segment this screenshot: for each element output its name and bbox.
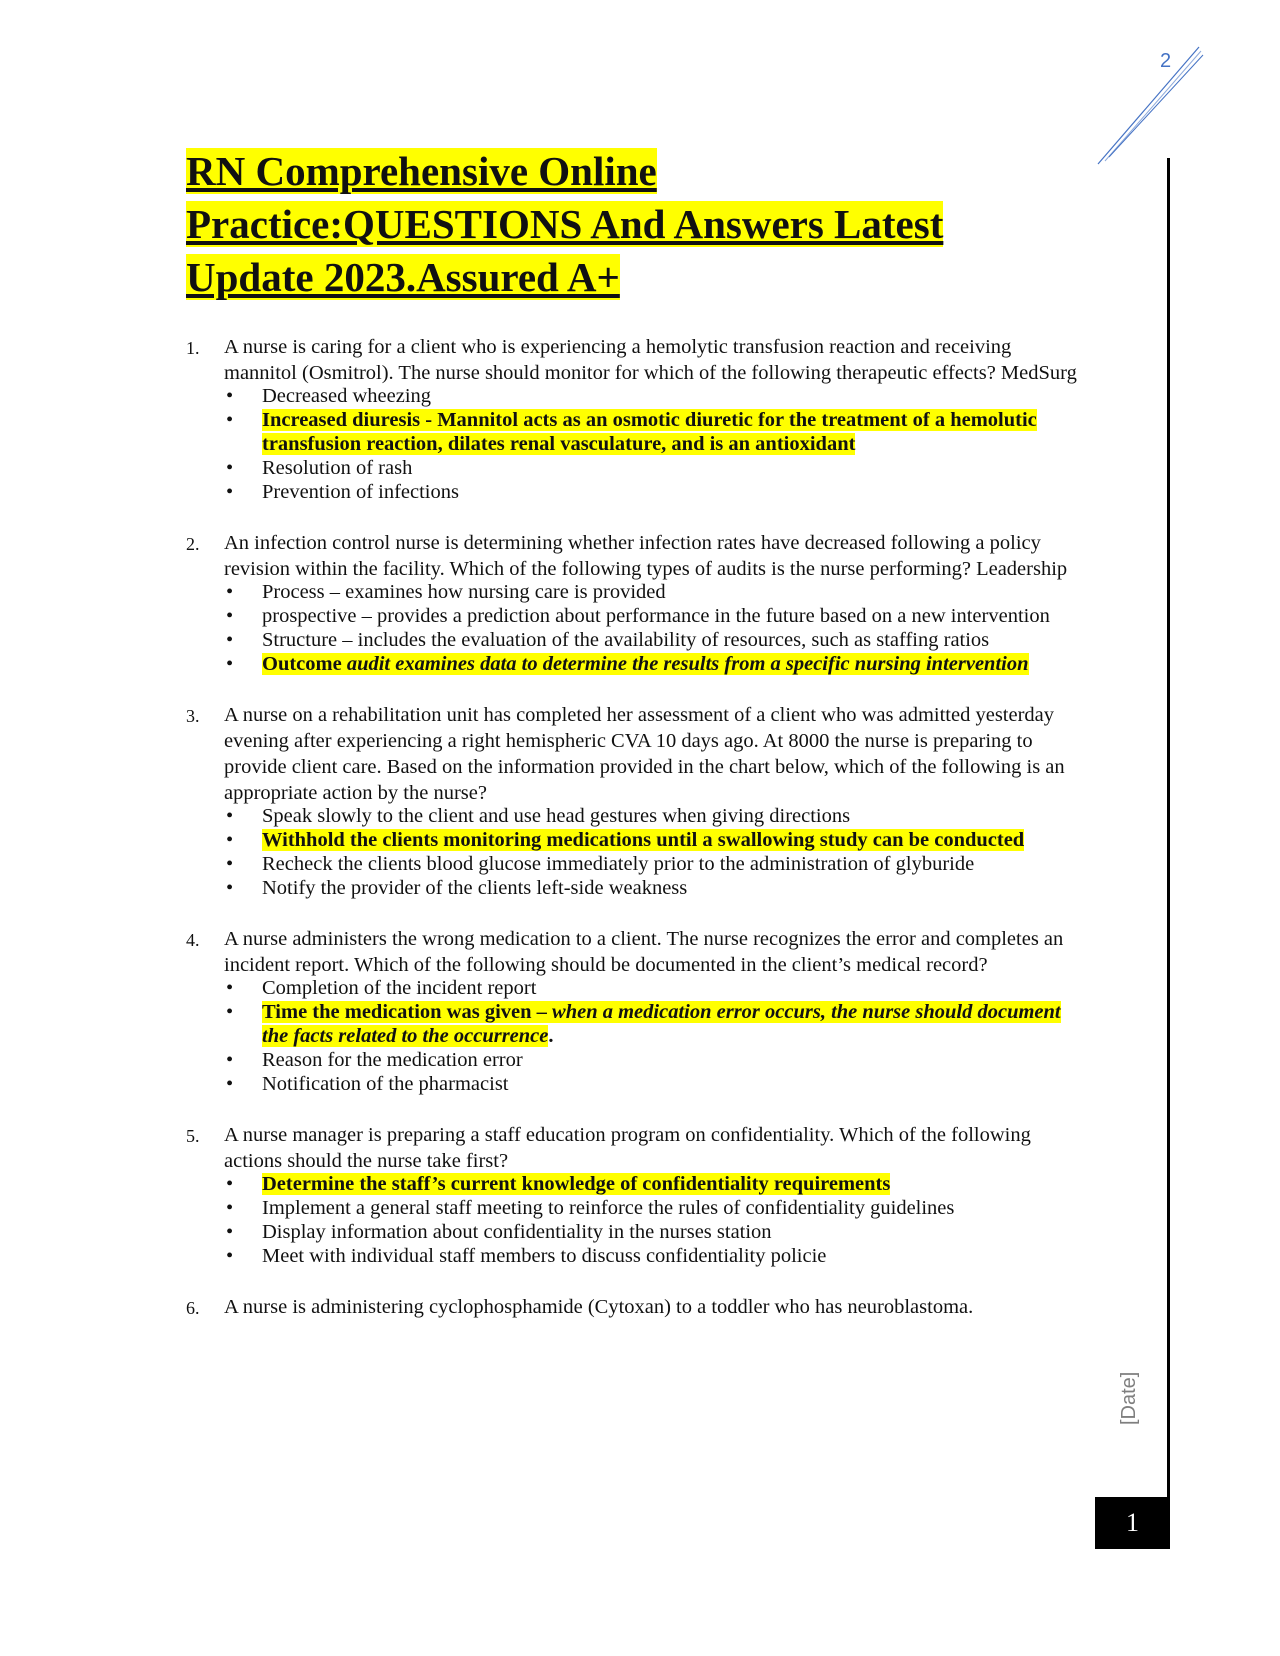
answer-options [186, 976, 1086, 1096]
option-text: Structure – includes the evaluation of the availability of resources, such as staffing ratios [262, 629, 990, 651]
option-text: Decreased wheezing [262, 385, 432, 407]
question-5 [186, 1122, 1086, 1268]
title-line-2: Practice:QUESTIONS And Answers Latest [186, 201, 944, 247]
title-line-1: RN Comprehensive Online [186, 148, 657, 194]
bullet-icon: • [226, 605, 234, 627]
bullet-icon: • [226, 805, 234, 827]
option-text: Notification of the pharmacist [262, 1073, 509, 1095]
question-number: 1. [186, 338, 200, 358]
answer-option [224, 628, 1086, 652]
question-text: A nurse administers the wrong medication to a client. The nurse recognizes the error and completes an incident report. Which of the following should be documented in the client’s medical record? [224, 928, 1064, 976]
option-text: Withhold the clients monitoring medications until a swallowing study can be conducted [262, 829, 1025, 851]
bullet-icon: • [226, 409, 234, 431]
answer-option [224, 852, 1086, 876]
page-number-box: 1 [1095, 1497, 1170, 1549]
option-text: Increased diuresis - Mannitol acts as an osmotic diuretic for the treatment of a hemolutic transfusion reaction, dilates renal vasculature, and is an antioxidant [262, 409, 1037, 455]
right-margin-rule [1167, 158, 1170, 1508]
option-text: Notify the provider of the clients left-side weakness [262, 877, 688, 899]
bullet-icon: • [226, 1073, 234, 1095]
correct-answer-option [224, 828, 1086, 852]
bullet-icon: • [226, 1001, 234, 1023]
answer-option [224, 384, 1086, 408]
answer-option [224, 580, 1086, 604]
answer-options [186, 1172, 1086, 1268]
answer-option [224, 1196, 1086, 1220]
answer-option [224, 1220, 1086, 1244]
answer-option [224, 1244, 1086, 1268]
option-text: Implement a general staff meeting to reinforce the rules of confidentiality guidelines [262, 1197, 955, 1219]
answer-option [224, 876, 1086, 900]
question-text: A nurse is caring for a client who is experiencing a hemolytic transfusion reaction and receiving mannitol (Osmitrol). The nurse should monitor for which of the following therapeutic effects? MedSurg [224, 336, 1077, 384]
option-text: Completion of the incident report [262, 977, 537, 999]
answer-option [224, 1048, 1086, 1072]
bullet-icon: • [226, 853, 234, 875]
option-text: Determine the staff’s current knowledge of confidentiality requirements [262, 1173, 891, 1195]
correct-answer-option [224, 652, 1086, 676]
question-text: An infection control nurse is determining whether infection rates have decreased following a policy revision within the facility. Which of the following types of audits is the nurse performing? Leadership [224, 532, 1068, 580]
option-text: prospective – provides a prediction about performance in the future based on a new intervention [262, 605, 1050, 627]
option-text: Display information about confidentiality in the nurses station [262, 1221, 772, 1243]
document-body [186, 145, 1086, 1344]
bullet-icon: • [226, 581, 234, 603]
answer-option [224, 456, 1086, 480]
question-text: A nurse manager is preparing a staff education program on confidentiality. Which of the following actions should the nurse take first? [224, 1124, 1031, 1172]
question-text: A nurse is administering cyclophosphamide (Cytoxan) to a toddler who has neuroblastoma. [224, 1296, 974, 1318]
question-number: 5. [186, 1126, 200, 1146]
correct-answer-option [224, 1172, 1086, 1196]
option-period: . [548, 1025, 554, 1047]
bullet-icon: • [226, 629, 234, 651]
answer-options [186, 384, 1086, 504]
option-text: Speak slowly to the client and use head gestures when giving directions [262, 805, 851, 827]
option-text: Recheck the clients blood glucose immediately prior to the administration of glyburide [262, 853, 975, 875]
header-page-number: 2 [1160, 50, 1172, 72]
bullet-icon: • [226, 1173, 234, 1195]
answer-option [224, 804, 1086, 828]
bullet-icon: • [226, 1245, 234, 1267]
corner-decoration-lines [1095, 42, 1205, 167]
question-4 [186, 926, 1086, 1096]
option-text: Process – examines how nursing care is provided [262, 581, 666, 603]
question-number: 2. [186, 534, 200, 554]
bullet-icon: • [226, 457, 234, 479]
answer-option [224, 604, 1086, 628]
bullet-icon: • [226, 829, 234, 851]
question-2 [186, 530, 1086, 676]
bullet-icon: • [226, 1221, 234, 1243]
answer-option [224, 976, 1086, 1000]
question-text: A nurse on a rehabilitation unit has completed her assessment of a client who was admitted yesterday evening after experiencing a right hemispheric CVA 10 days ago. At 8000 the nurse is preparing to provide client care. Based on the information provided in the chart below, which of the following is an appropriate action by the nurse? [224, 704, 1065, 804]
option-text: Reason for the medication error [262, 1049, 523, 1071]
option-text: Resolution of rash [262, 457, 413, 479]
document-title [186, 145, 1086, 304]
date-placeholder[interactable]: [Date] [1118, 1371, 1140, 1425]
option-rationale: audit examines data to determine the results from a specific nursing intervention [346, 653, 1029, 675]
bullet-icon: • [226, 653, 234, 675]
bullet-icon: • [226, 877, 234, 899]
option-rationale: when a medication error occurs, the nurse should document the facts related to the occurrence [262, 1001, 1061, 1047]
question-number: 3. [186, 706, 200, 726]
answer-option [224, 480, 1086, 504]
bullet-icon: • [226, 1049, 234, 1071]
answer-options [186, 804, 1086, 900]
question-number: 6. [186, 1298, 200, 1318]
option-label: Outcome [262, 653, 342, 675]
answer-option [224, 1072, 1086, 1096]
option-label: Time the medication was given – [262, 1001, 547, 1023]
answer-options [186, 580, 1086, 676]
title-line-3: Update 2023.Assured A+ [186, 254, 620, 300]
question-number: 4. [186, 930, 200, 950]
question-3 [186, 702, 1086, 900]
correct-answer-option [224, 1000, 1086, 1048]
bullet-icon: • [226, 385, 234, 407]
bullet-icon: • [226, 481, 234, 503]
question-6 [186, 1294, 1086, 1320]
question-1 [186, 334, 1086, 504]
option-text: Prevention of infections [262, 481, 459, 503]
option-text: Meet with individual staff members to discuss confidentiality policie [262, 1245, 827, 1267]
correct-answer-option [224, 408, 1086, 456]
bullet-icon: • [226, 1197, 234, 1219]
bullet-icon: • [226, 977, 234, 999]
